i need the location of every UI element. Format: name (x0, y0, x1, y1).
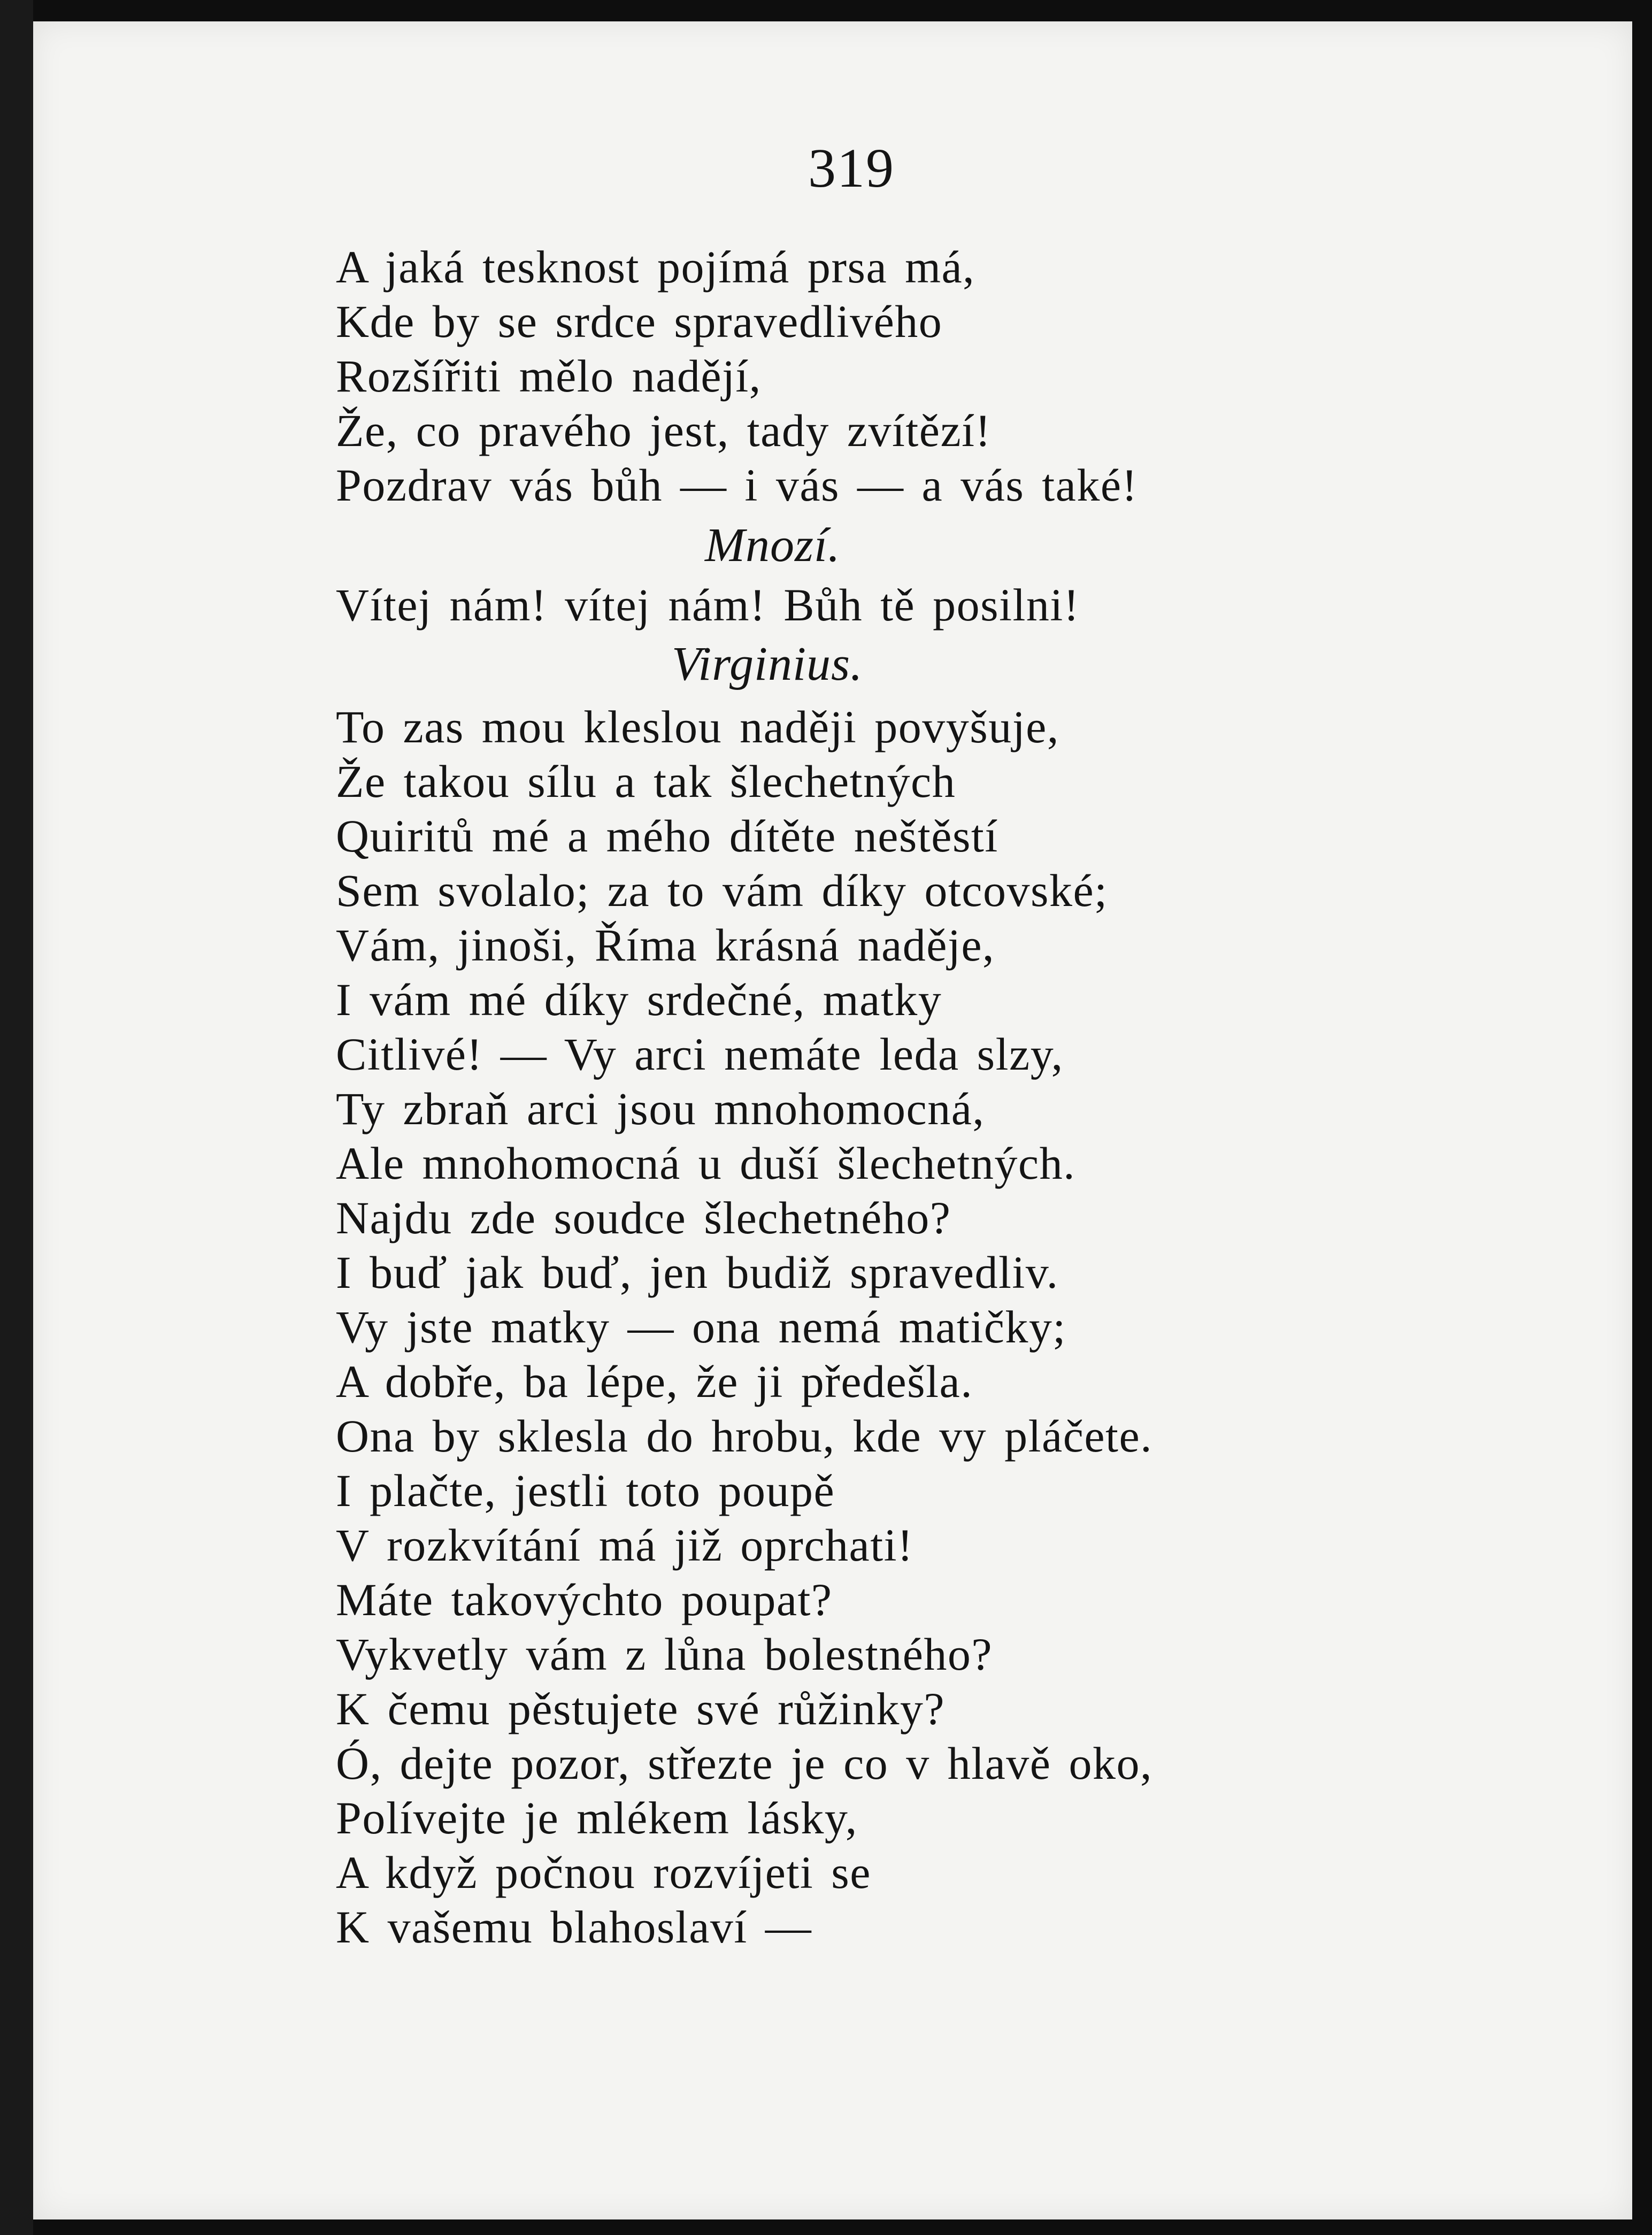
verse-line: Rozšířiti mělo nadějí, (336, 350, 762, 402)
verse-line: Kde by se srdce spravedlivého (336, 296, 943, 347)
verse-line: Ty zbraň arci jsou mnohomocná, (336, 1083, 985, 1134)
verse-line: Že, co pravého jest, tady zvítězí! (336, 405, 992, 456)
page-number: 319 (808, 137, 895, 199)
verse-line: A dobře, ba lépe, že ji předešla. (336, 1356, 973, 1407)
speaker-label-virginius: Virginius. (672, 638, 863, 690)
verse-line: K vašemu blahoslaví — (336, 1901, 812, 1953)
verse-line: Sem svolalo; za to vám díky otcovské; (336, 865, 1108, 916)
verse-line: Ó, dejte pozor, střezte je co v hlavě oko, (336, 1738, 1152, 1789)
poem-text-block (336, 240, 1432, 1954)
verse-line: I buď jak buď, jen budiž spravedliv. (336, 1247, 1059, 1298)
verse-line: Ale mnohomocná u duší šlechetných. (336, 1138, 1076, 1189)
verse-line: Že takou sílu a tak šlechetných (336, 756, 956, 807)
verse-line: Pozdrav vás bůh — i vás — a vás také! (336, 459, 1138, 511)
verse-line: Citlivé! — Vy arci nemáte leda slzy, (336, 1028, 1064, 1080)
verse-line: Polívejte je mlékem lásky, (336, 1792, 858, 1844)
verse-line: Vítej nám! vítej nám! Bůh tě posilni! (336, 579, 1080, 631)
verse-line: I vám mé díky srdečné, matky (336, 974, 942, 1025)
scan-left-edge (0, 0, 33, 2235)
verse-line: V rozkvítání má již oprchati! (336, 1519, 914, 1571)
verse-line: Máte takovýchto poupat? (336, 1574, 833, 1625)
verse-line: To zas mou kleslou naději povyšuje, (336, 701, 1059, 752)
verse-line: Ona by sklesla do hrobu, kde vy pláčete. (336, 1410, 1153, 1462)
verse-line: Quiritů mé a mého dítěte neštěstí (336, 810, 998, 862)
verse-line: K čemu pěstujete své růžinky? (336, 1683, 946, 1734)
verse-line: Vám, jinoši, Říma krásná naděje, (336, 919, 995, 971)
verse-line: I plačte, jestli toto poupě (336, 1465, 835, 1516)
verse-line: A když počnou rozvíjeti se (336, 1847, 871, 1898)
verse-line: Vykvetly vám z lůna bolestného? (336, 1629, 993, 1680)
verse-line: A jaká tesknost pojímá prsa má, (336, 241, 975, 293)
speaker-label-mnozi: Mnozí. (705, 519, 841, 572)
verse-line: Najdu zde soudce šlechetného? (336, 1192, 951, 1243)
verse-line: Vy jste matky — ona nemá matičky; (336, 1301, 1066, 1353)
